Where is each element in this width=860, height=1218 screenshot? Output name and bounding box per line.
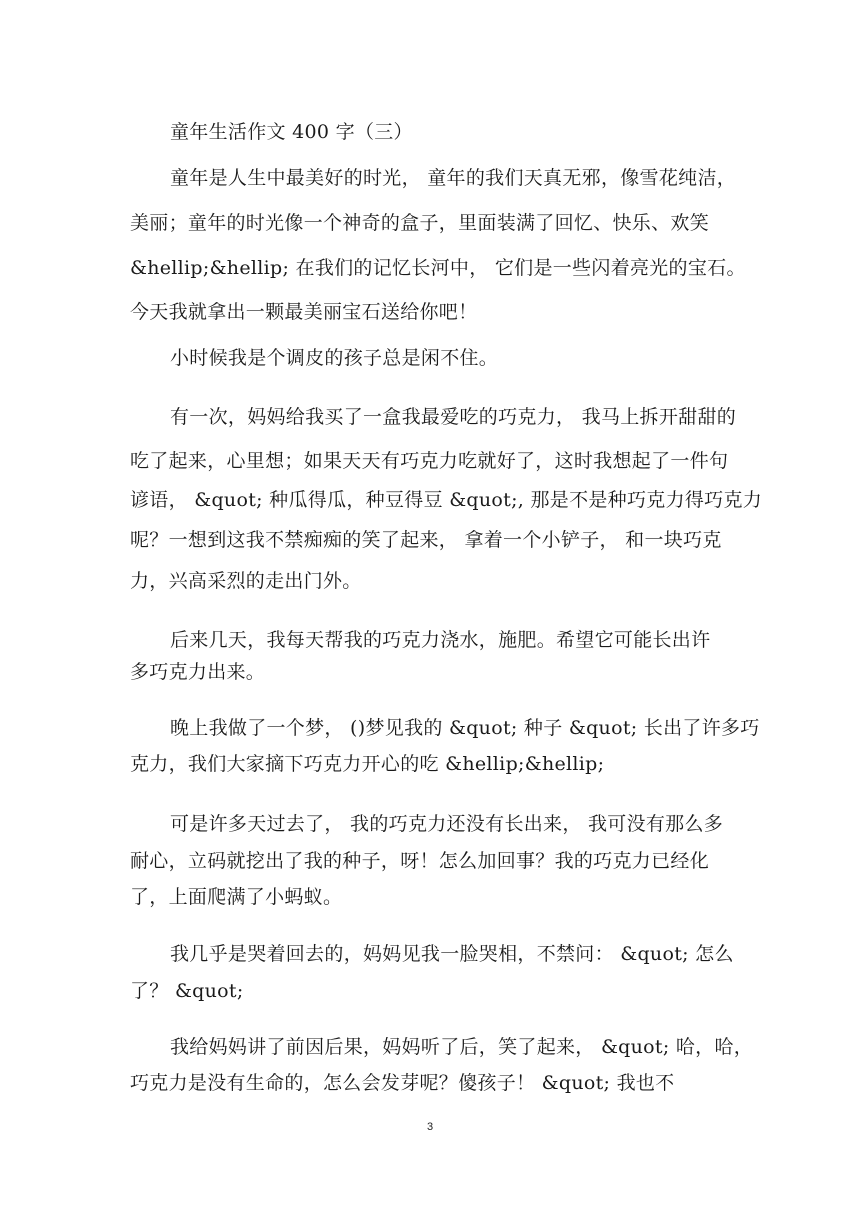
text-line: 小时候我是个调皮的孩子总是闲不住。: [170, 347, 499, 369]
text-line: 了？ &quot;: [130, 980, 244, 1002]
text-line: 吃了起来，心里想；如果天天有巧克力吃就好了，这时我想起了一件句: [130, 450, 729, 472]
text-line: 后来几天，我每天帮我的巧克力浇水，施肥。希望它可能长出许: [170, 629, 711, 651]
text-line: 我给妈妈讲了前因后果，妈妈听了后，笑了起来， &quot; 哈，哈，: [170, 1036, 754, 1058]
text-line: 克力，我们大家摘下巧克力开心的吃 &hellip;&hellip;: [130, 753, 605, 775]
text-line: 有一次，妈妈给我买了一盒我最爱吃的巧克力， 我马上拆开甜甜的: [170, 406, 737, 428]
text-line: 美丽；童年的时光像一个神奇的盒子，里面装满了回忆、快乐、欢笑: [130, 212, 710, 234]
text-line: 今天我就拿出一颗最美丽宝石送给你吧！: [130, 301, 478, 323]
page-number: 3: [426, 1121, 434, 1133]
text-line: 多巧克力出来。: [130, 661, 266, 683]
text-line: 晚上我做了一个梦， ()梦见我的 &quot; 种子 &quot; 长出了许多巧: [170, 717, 760, 739]
text-line: 巧克力是没有生命的，怎么会发芽呢？傻孩子！ &quot; 我也不: [130, 1072, 675, 1094]
text-line: 可是许多天过去了， 我的巧克力还没有长出来， 我可没有那么多: [170, 813, 724, 835]
text-line: 我几乎是哭着回去的，妈妈见我一脸哭相，不禁问： &quot; 怎么: [170, 943, 734, 965]
text-line: 童年是人生中最美好的时光， 童年的我们天真无邪，像雪花纯洁，: [170, 167, 737, 189]
text-line: 力，兴高采烈的走出门外。: [130, 570, 362, 592]
text-line: 了，上面爬满了小蚂蚁。: [130, 886, 343, 908]
text-line: 呢？一想到这我不禁痴痴的笑了起来， 拿着一个小铲子， 和一块巧克: [130, 529, 722, 551]
text-line: 谚语， &quot; 种瓜得瓜，种豆得豆 &quot;, 那是不是种巧克力得巧克力: [130, 489, 763, 511]
text-line: &hellip;&hellip; 在我们的记忆长河中， 它们是一些闪着亮光的宝石。: [130, 257, 746, 279]
essay-title: 童年生活作文 400 字（三）: [170, 121, 413, 143]
text-line: 耐心，立码就挖出了我的种子，呀！怎么加回事？我的巧克力已经化: [130, 850, 710, 872]
